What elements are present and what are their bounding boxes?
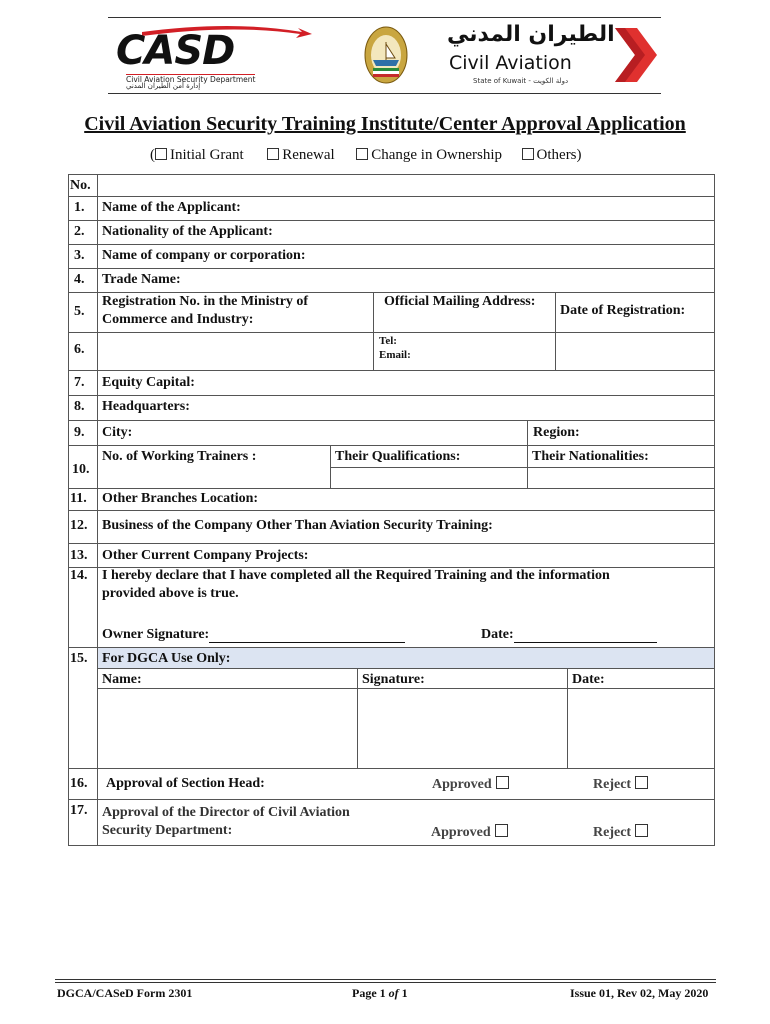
registration-no-label-2[interactable]: Commerce and Industry:: [102, 312, 254, 327]
applicant-nationality-field[interactable]: Nationality of the Applicant:: [102, 224, 273, 239]
mailing-address-field[interactable]: Official Mailing Address:: [384, 294, 536, 309]
trainer-nationalities-field[interactable]: Their Nationalities:: [532, 449, 649, 464]
casd-logo: [112, 22, 352, 88]
ca-chevron-icon: [615, 28, 657, 82]
region-field[interactable]: Region:: [533, 425, 580, 440]
row-number-10: 10.: [72, 462, 90, 477]
trainer-qualifications-field[interactable]: Their Qualifications:: [335, 449, 461, 464]
email-field[interactable]: Email:: [379, 349, 411, 361]
footer-issue: Issue 01, Rev 02, May 2020: [570, 986, 709, 1000]
owner-signature-line[interactable]: [209, 628, 405, 643]
other-branches-field[interactable]: Other Branches Location:: [102, 491, 259, 506]
row-number-3: 3.: [74, 248, 85, 263]
kuwait-emblem-icon: [363, 24, 409, 86]
company-business-field[interactable]: Business of the Company Other Than Aviation Security Training:: [102, 518, 493, 533]
trade-name-field[interactable]: Trade Name:: [102, 272, 181, 287]
declaration-date-line[interactable]: [514, 628, 657, 643]
dgca-date-field[interactable]: Date:: [572, 672, 605, 687]
footer-form-number: DGCA/CASeD Form 2301: [57, 986, 193, 1000]
row-number-14: 14.: [70, 568, 88, 583]
row-number-1: 1.: [74, 200, 85, 215]
civil-aviation-logo: [443, 22, 658, 88]
section-head-reject-option[interactable]: [593, 776, 648, 793]
declaration-date-label: Date:: [481, 627, 514, 642]
section-head-approved-label: Approved: [432, 777, 492, 792]
change-ownership-checkbox[interactable]: [356, 148, 368, 160]
dgca-signature-field[interactable]: Signature:: [362, 672, 425, 687]
row-number-5: 5.: [74, 304, 85, 319]
row-number-7: 7.: [74, 375, 85, 390]
applicant-name-field[interactable]: Name of the Applicant:: [102, 200, 241, 215]
declaration-date-field[interactable]: [481, 627, 657, 643]
options-open-paren: (: [150, 147, 155, 163]
footer-page-number: [352, 986, 408, 1001]
tel-field[interactable]: Tel:: [379, 335, 397, 347]
renewal-checkbox[interactable]: [267, 148, 279, 160]
row-number-8: 8.: [74, 399, 85, 414]
director-approval-label-2: Security Department:: [102, 823, 233, 838]
row-number-12: 12.: [70, 518, 88, 533]
director-approval-label-1: Approval of the Director of Civil Aviation: [102, 805, 350, 820]
page-pre: Page 1: [352, 986, 389, 1000]
owner-signature-field[interactable]: [102, 627, 405, 643]
director-reject-option[interactable]: [593, 824, 648, 841]
section-head-reject-checkbox[interactable]: [635, 776, 648, 789]
application-type-options: [150, 147, 582, 164]
casd-logo-text: CASD: [116, 28, 235, 74]
row-number-4: 4.: [74, 272, 85, 287]
no-column-header: No.: [70, 178, 91, 193]
ca-logo-sub: State of Kuwait - دولة الكويت: [473, 77, 569, 85]
section-head-approval-label: Approval of Section Head:: [106, 776, 265, 791]
declaration-text-1: I hereby declare that I have completed all the Required Training and the information: [102, 568, 610, 583]
section-head-approved-option[interactable]: [432, 776, 509, 793]
initial-grant-label: Initial Grant: [170, 147, 244, 163]
row-number-13: 13.: [70, 548, 88, 563]
director-approved-checkbox[interactable]: [495, 824, 508, 837]
ca-logo-ar: الطيران المدني: [447, 22, 615, 47]
director-approved-option[interactable]: [431, 824, 508, 841]
director-approved-label: Approved: [431, 825, 491, 840]
initial-grant-checkbox[interactable]: [155, 148, 167, 160]
renewal-label: Renewal: [282, 147, 335, 163]
others-checkbox[interactable]: [522, 148, 534, 160]
row-number-16: 16.: [70, 776, 88, 791]
date-of-registration-field[interactable]: Date of Registration:: [560, 303, 686, 318]
headquarters-field[interactable]: Headquarters:: [102, 399, 190, 414]
other-projects-field[interactable]: Other Current Company Projects:: [102, 548, 309, 563]
row-number-2: 2.: [74, 224, 85, 239]
registration-no-label-1[interactable]: Registration No. in the Ministry of: [102, 294, 309, 309]
casd-logo-en: Civil Aviation Security Department: [126, 75, 256, 84]
section-head-approved-checkbox[interactable]: [496, 776, 509, 789]
company-name-field[interactable]: Name of company or corporation:: [102, 248, 306, 263]
dgca-name-field[interactable]: Name:: [102, 672, 142, 687]
change-ownership-label: Change in Ownership: [371, 147, 503, 163]
form-title: Civil Aviation Security Training Institute/Center Approval Application: [84, 113, 686, 135]
row-number-15: 15.: [70, 651, 88, 666]
dgca-use-only-heading: For DGCA Use Only:: [102, 651, 231, 666]
director-reject-label: Reject: [593, 825, 632, 840]
ca-logo-en: Civil Aviation: [449, 52, 572, 74]
owner-signature-label: Owner Signature:: [102, 627, 210, 642]
equity-capital-field[interactable]: Equity Capital:: [102, 375, 195, 390]
row-number-9: 9.: [74, 425, 85, 440]
director-reject-checkbox[interactable]: [635, 824, 648, 837]
others-label: Others): [536, 147, 582, 163]
working-trainers-field[interactable]: No. of Working Trainers :: [102, 449, 257, 464]
footer-rule: [55, 979, 716, 983]
section-head-reject-label: Reject: [593, 777, 632, 792]
header-logo-bar: [108, 17, 661, 94]
page-of: of: [388, 986, 399, 1000]
city-field[interactable]: City:: [102, 425, 133, 440]
row-number-6: 6.: [74, 342, 85, 357]
row-number-11: 11.: [70, 491, 87, 506]
casd-logo-ar: إدارة أمن الطيران المدني: [126, 82, 201, 90]
declaration-text-2: provided above is true.: [102, 586, 239, 601]
page-post: 1: [398, 986, 408, 1000]
row-number-17: 17.: [70, 803, 88, 818]
